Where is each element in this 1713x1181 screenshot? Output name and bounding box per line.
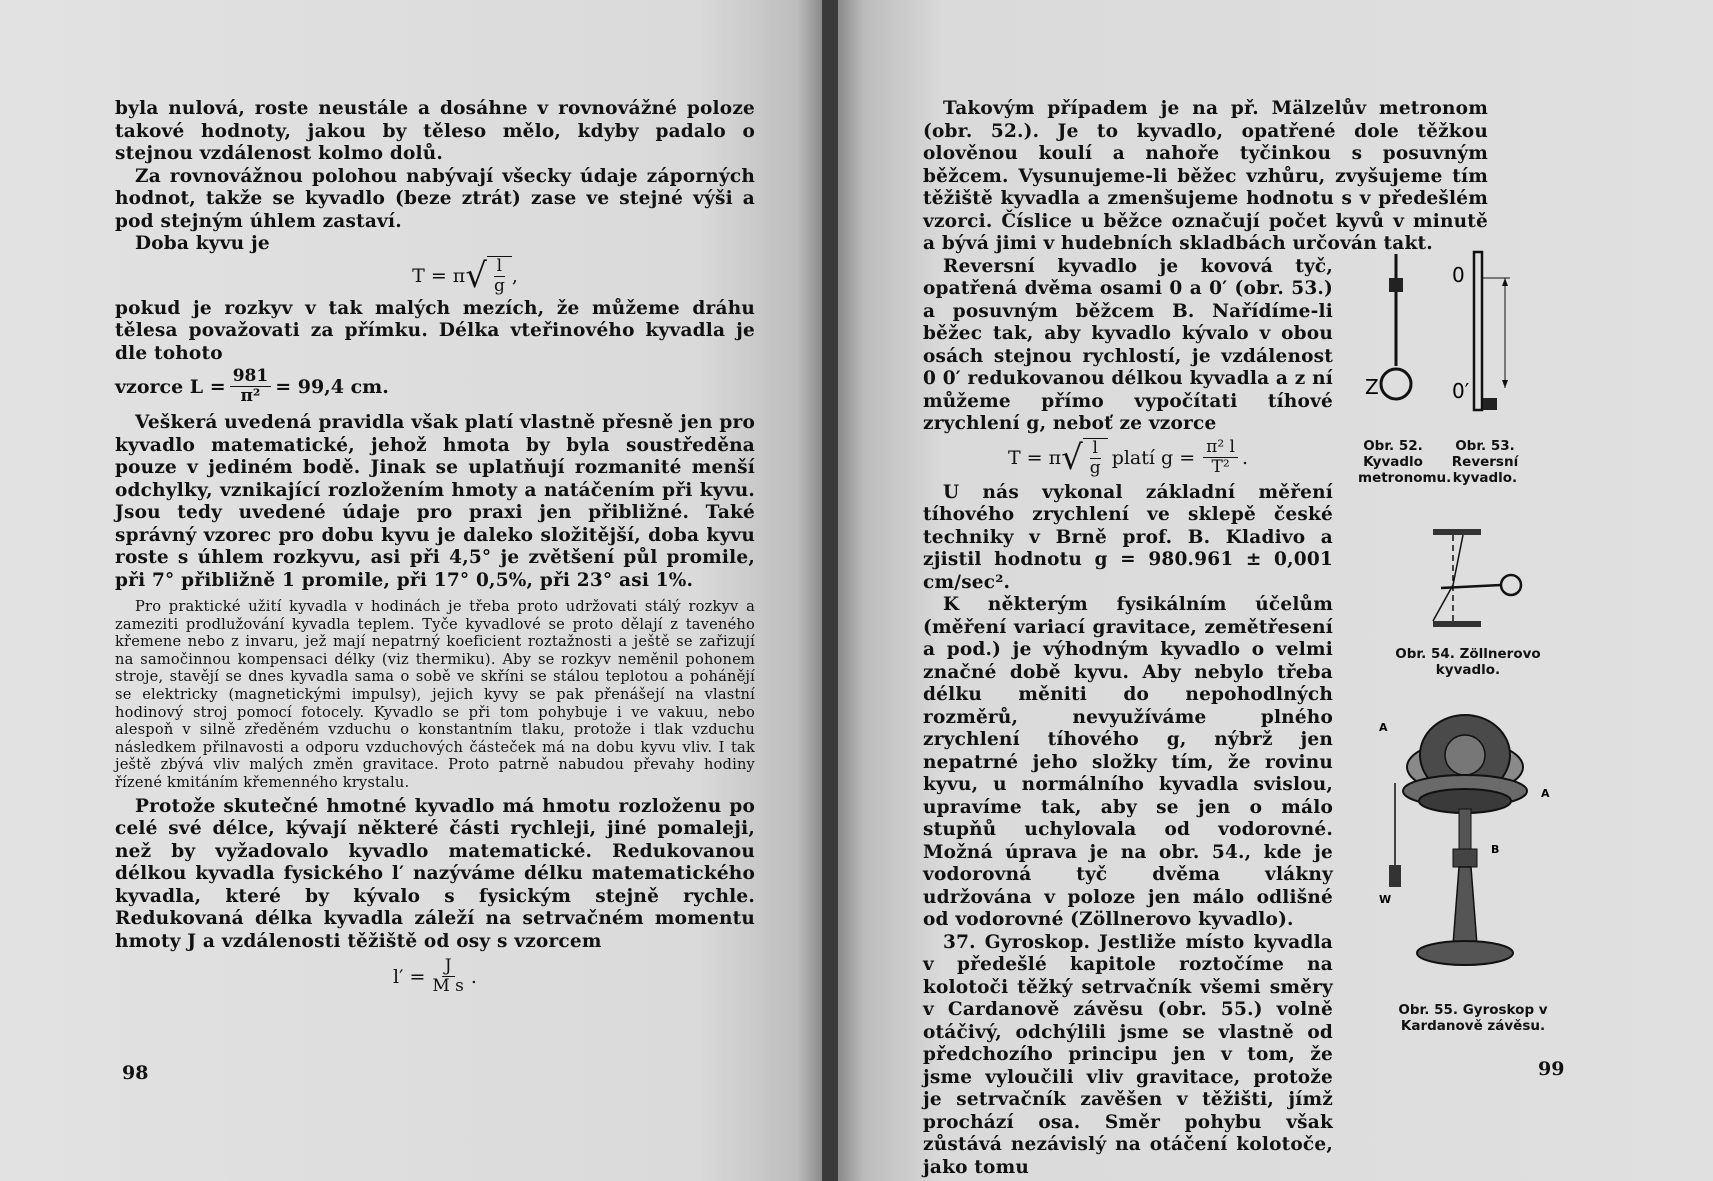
formula-denominator: M s bbox=[432, 976, 464, 997]
left-text-column bbox=[115, 98, 755, 1000]
paragraph: byla nulová, roste neustále a dosáhne v rovnovážné poloze takové hodnoty, jakou by těleso mělo, kdyby padalo o stejnou vzdálenost kolmo dolů. bbox=[115, 98, 755, 164]
formula-gravity bbox=[923, 438, 1333, 478]
sqrt-sign: √ $\frac{l}{g}$ bbox=[465, 256, 512, 296]
formula-lhs: l′ = bbox=[393, 965, 426, 988]
formula-denominator: T² bbox=[1211, 457, 1230, 477]
formula-mid: platí g = bbox=[1111, 446, 1196, 469]
fig53-label-bottom: 0′ bbox=[1452, 379, 1470, 403]
gyroscope-figure bbox=[1373, 705, 1558, 990]
reversible-pendulum-figure bbox=[1450, 248, 1525, 423]
formula-post: = 99,4 cm. bbox=[275, 375, 389, 398]
fig52-caption: Obr. 52. Kyvadlo metronomu. bbox=[1358, 438, 1452, 486]
formula-length bbox=[115, 367, 755, 406]
book-gutter bbox=[822, 0, 838, 1181]
fig53-caption: Obr. 53. Reversní kyvadlo. bbox=[1451, 438, 1519, 486]
sqrt-sign: √ $\frac{l}{g}$ bbox=[1061, 438, 1108, 478]
formula-numerator: l bbox=[1090, 439, 1101, 459]
formula-tail: . bbox=[1241, 446, 1249, 469]
small-print-paragraph: Pro praktické užití kyvadla v hodinách je třeba proto udržovati stálý rozkyv a zameziti prodlužování kyvadla teplem. Tyče kyvadlové se proto dělají z taveného křemene nebo z invaru, jež mají nepatrný koeficient roztažnosti a ještě se zařizují na samočinnou kompensaci délky (viz thermiku). Aby se rozkyv neměnil pohonem stroje, stavějí se dnes kyvadla sama o sobě ve skříni se stálou teplotou a pohánějí se elektricky (magnetickými impulsy), jejich kyvy se pak přenášejí na vlastní hodinový stroj pomocí fotocely. Kyvadlo se při tom pohybuje i ve vakuu, nebo alespoň v silně zředěném vzduchu o konstantním tlaku, protože i tlak vzduchu následkem přilnavosti a odporu vzduchových částeček má na dobu kyvu vliv. I tak ještě zbývá vliv malých změn gravitace. Proto patrně nabudou převahy hodiny řízené kmitáním křemenného krystalu. bbox=[115, 598, 755, 791]
fig55-label-b: B bbox=[1491, 843, 1500, 856]
paragraph: Protože skutečné hmotné kyvadlo má hmotu rozloženu po celé své délce, kývají některé části rychleji, jiné pomaleji, než by vyžadovalo kyvadlo matematické. Redukovanou délkou kyvadla fysického l′ nazýváme délku matematického kyvadla, které by kývalo s fysickým stejně rychle. Redukovaná délka kyvadla záleží na setrvačném momentu hmoty J a vzdálenosti těžiště od osy s vzorcem bbox=[115, 795, 755, 952]
paragraph: pokud je rozkyv v tak malých mezích, že můžeme dráhu tělesa považovati za přímku. Délka vteřinového kyvadla je dle tohoto bbox=[115, 297, 755, 364]
right-page bbox=[838, 0, 1713, 1181]
fig55-label-w: W bbox=[1379, 893, 1392, 906]
paragraph: 37. Gyroskop. Jestliže místo kyvadla v předešlé kapitole roztočíme na kolotoči těžký setrvačník všemi směry v Cardanově závěsu (obr. 55.) volně otáčivý, odchýlili jsme se vlastně od předchozího principu jen v tom, že jsme vyloučili vliv gravitace, protože je setrvačník zavěšen v těžišti, jímž prochází osa. Směr pohybu však zůstává nezávislý na otáčení kolotoče, jako tomu bbox=[923, 931, 1333, 1178]
fig55-caption: Obr. 55. Gyroskop v Kardanově závěsu. bbox=[1398, 1002, 1548, 1034]
fig52-label: Z bbox=[1365, 375, 1379, 399]
page-number: 99 bbox=[1538, 1058, 1565, 1080]
paragraph: Veškerá uvedená pravidla však platí vlastně přesně jen pro kyvadlo matematické, jehož hmota by byla soustředěna pouze v jediném bodě. Jinak se uplatňují rozmanité menší odchylky, vznikající rozložením hmoty a natáčením při kyvu. Jsou tedy uvedené údaje pro praxi jen přibližné. Také správný vzorec pro dobu kyvu je daleko složitější, doba kyvu roste s úhlem rozkyvu, asi při 4,5° je zvětšení půl promile, při 7° přibližně 1 promile, při 17° 0,5%, při 23° asi 1%. bbox=[115, 412, 755, 591]
formula-numerator: l bbox=[494, 257, 505, 277]
formula-tail: . bbox=[470, 965, 477, 988]
formula-numerator: 981 bbox=[230, 367, 272, 387]
fig53-label-top: 0 bbox=[1452, 263, 1465, 287]
formula-lhs: T = π bbox=[412, 264, 466, 287]
formula-lhs: T = π bbox=[1007, 446, 1062, 469]
metronome-figure bbox=[1363, 248, 1423, 423]
paragraph: Reversní kyvadlo je kovová tyč, opatřená dvěma osami 0 a 0′ (obr. 53.) a posuvným běžcem B. Nařídíme-li běžec tak, aby kyvadlo kývalo v obou osách stejnou rychlostí, je vzdálenost 0 0′ redukovanou délkou kyvadla a z ní můžeme přímo vypočítati tíhové zrychlení g, neboť ze vzorce bbox=[923, 255, 1333, 434]
formula-numerator: J bbox=[442, 957, 455, 977]
paragraph: Za rovnovážnou polohou nabývají všecky údaje záporných hodnot, takže se kyvadlo (beze ztrát) zase ve stejné výši a pod stejným úhlem zastaví. bbox=[115, 165, 755, 232]
formula-period bbox=[175, 256, 755, 296]
paragraph: Doba kyvu je bbox=[135, 233, 270, 254]
formula-denominator: g bbox=[1089, 457, 1101, 478]
formula-pre: vzorce L = bbox=[115, 375, 226, 398]
formula-denominator: π² bbox=[240, 386, 261, 406]
formula-reduced-length bbox=[115, 957, 755, 996]
paragraph: Takovým případem je na př. Mälzelův metronom (obr. 52.). Je to kyvadlo, opatřené dole těžkou olověnou koulí a nahoře tyčinkou s posuvným běžcem. Vysunujeme-li běžec vzhůru, zvyšujeme tím těžiště kyvadla a zmenšujeme hodnotu s v předešlém vzorci. Číslice u běžce označují počet kyvů v minutě a bývá jimi v hudebních skladbách určován takt. bbox=[923, 98, 1488, 254]
formula-denominator: g bbox=[493, 275, 505, 296]
formula-numerator: π² l bbox=[1203, 438, 1238, 458]
fig55-label-a-left: A bbox=[1379, 721, 1388, 734]
formula-tail: , bbox=[511, 264, 518, 287]
paragraph: U nás vykonal základní měření tíhového zrychlení ve sklepě české techniky v Brně prof. B. Kladivo a zjistil hodnotu g = 980.961 ± 0,001 cm/sec². bbox=[923, 481, 1333, 593]
paragraph: K některým fysikálním účelům (měření variací gravitace, zemětřesení a pod.) je výhodným kyvadlo o velmi značné době kyvu. Aby nebylo třeba délku měniti do nepohodlných rozměrů, nevyužíváme plného zrychlení tíhového g, nýbrž jen nepatrné jeho složky tím, že rovinu kyvu, u normálního kyvadla svislou, upravíme tak, aby se jen o málo stupňů uchylovala od vodorovné. Možná úprava je na obr. 54., kde je vodorovná tyč dvěma vlákny udržována v poloze jen málo odlišné od vodorovné (Zöllnerovo kyvadlo). bbox=[923, 594, 1333, 930]
left-page bbox=[0, 0, 822, 1181]
page-number: 98 bbox=[122, 1062, 149, 1084]
fig54-caption: Obr. 54. Zöllnerovo kyvadlo. bbox=[1395, 646, 1541, 678]
zollner-pendulum-figure bbox=[1413, 525, 1533, 635]
fig55-label-a: A bbox=[1541, 787, 1550, 800]
